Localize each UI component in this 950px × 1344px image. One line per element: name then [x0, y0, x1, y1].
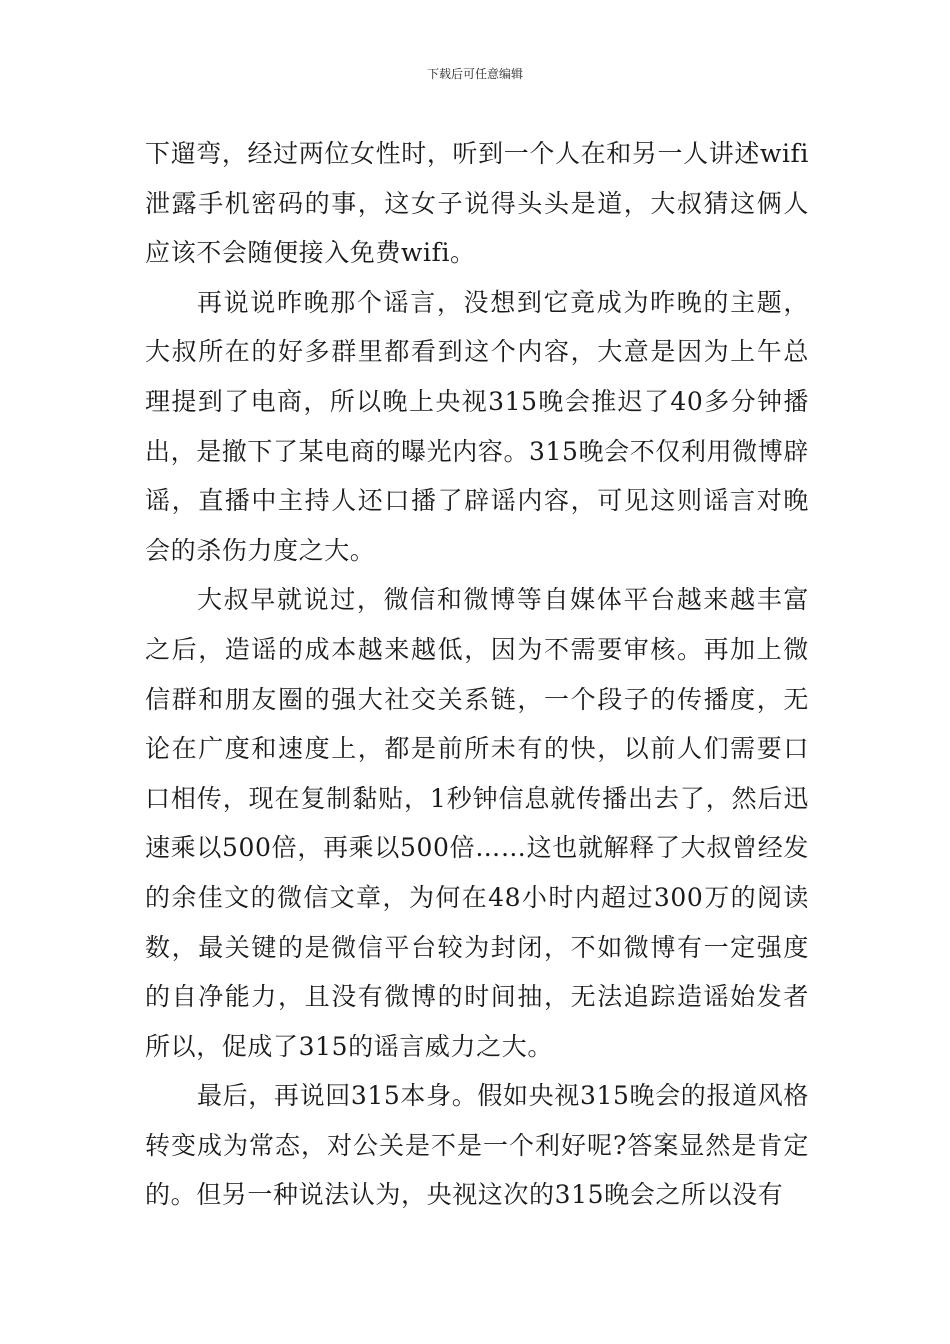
- document-body: [145, 129, 809, 1220]
- paragraph-1: 下遛弯，经过两位女性时，听到一个人在和另一人讲述wifi泄露手机密码的事，这女子说得头头是道，大叔猜这俩人应该不会随便接入免费wifi。: [145, 139, 809, 268]
- paragraph-3: 大叔早就说过，微信和微博等自媒体平台越来越丰富之后，造谣的成本越来越低，因为不需要审核。再加上微信群和朋友圈的强大社交关系链，一个段子的传播度，无论在广度和速度上，都是前所未有的快，以前人们需要口口相传，现在复制黏贴，1秒钟信息就传播出去了，然后迅速乘以500倍，再乘以500倍……这也就解释了大叔曾经发的余佳文的微信文章，为何在48小时内超过300万的阅读数，最关键的是微信平台较为封闭，不如微博有一定强度的自净能力，且没有微博的时间抽，无法追踪造谣始发者所以，促成了315的谣言威力之大。: [145, 585, 809, 1061]
- page-header: 下载后可任意编辑: [426, 67, 523, 81]
- paragraph-4: 最后，再说回315本身。假如央视315晚会的报道风格转变成为常态，对公关是不是一个利好呢?答案显然是肯定的。但另一种说法认为，央视这次的315晚会之所以没有: [145, 1081, 809, 1210]
- paragraph-2: 再说说昨晚那个谣言，没想到它竟成为昨晚的主题，大叔所在的好多群里都看到这个内容，大意是因为上午总理提到了电商，所以晚上央视315晚会推迟了40多分钟播出，是撤下了某电商的曝光内容。315晚会不仅利用微博辟谣，直播中主持人还口播了辟谣内容，可见这则谣言对晚会的杀伤力度之大。: [145, 287, 809, 565]
